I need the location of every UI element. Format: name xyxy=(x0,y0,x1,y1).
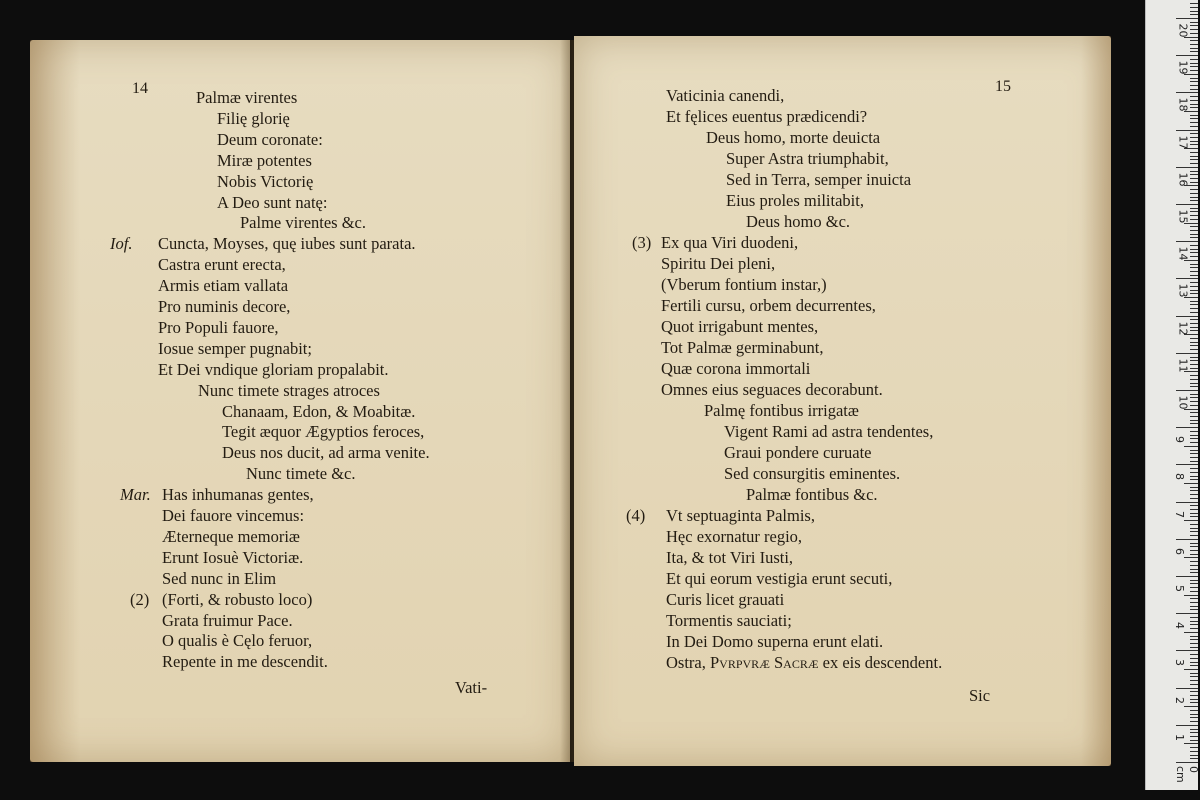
ruler-tick xyxy=(1190,104,1198,105)
ruler-tick xyxy=(1190,144,1198,145)
ruler-number: 7 xyxy=(1173,510,1186,518)
ruler-tick xyxy=(1190,159,1198,160)
ruler-tick xyxy=(1190,14,1198,15)
ruler-tick xyxy=(1176,55,1198,56)
ruler-tick xyxy=(1190,721,1198,722)
ruler-tick xyxy=(1184,446,1198,447)
ruler-tick xyxy=(1190,275,1198,276)
left-speaker-label: (2) xyxy=(130,589,150,609)
right-verse-line: Sed in Terra, semper inuicta xyxy=(726,170,912,189)
ruler-tick xyxy=(1190,546,1198,547)
left-verse-line: Nunc timete strages atroces xyxy=(198,380,380,400)
ruler-tick xyxy=(1190,550,1198,551)
right-verse-line: Ostra, Pvrpvræ Sacræ ex eis descendent. xyxy=(666,653,943,672)
ruler-tick xyxy=(1190,569,1198,570)
ruler-tick xyxy=(1190,327,1198,328)
ruler-tick xyxy=(1190,271,1198,272)
ruler-tick xyxy=(1190,11,1198,12)
ruler-tick xyxy=(1190,349,1198,350)
ruler-number: 10 xyxy=(1176,395,1190,410)
ruler-tick xyxy=(1190,450,1198,451)
ruler-tick xyxy=(1190,736,1198,737)
small-caps-text: Pvrpvræ Sacræ xyxy=(710,653,819,672)
ruler-tick xyxy=(1190,286,1198,287)
right-verse-line: Palmæ fontibus &c. xyxy=(746,485,878,504)
ruler-tick xyxy=(1190,364,1198,365)
ruler-tick xyxy=(1190,565,1198,566)
ruler-tick xyxy=(1190,330,1198,331)
left-verse-line: Has inhumanas gentes, xyxy=(162,485,314,505)
ruler-tick xyxy=(1190,368,1198,369)
ruler-tick xyxy=(1190,89,1198,90)
ruler-number: 18 xyxy=(1176,97,1190,112)
ruler-tick xyxy=(1190,438,1198,439)
ruler-number: 19 xyxy=(1176,60,1190,75)
right-verse-line: Tormentis sauciati; xyxy=(666,611,792,630)
ruler-tick xyxy=(1190,226,1198,227)
ruler-tick xyxy=(1190,513,1198,514)
left-verse-line: Nobis Victorię xyxy=(217,171,314,191)
ruler-tick xyxy=(1190,442,1198,443)
ruler-tick xyxy=(1190,479,1198,480)
ruler-tick xyxy=(1176,316,1198,317)
ruler-tick xyxy=(1190,171,1198,172)
ruler-tick xyxy=(1190,249,1198,250)
ruler-number: 9 xyxy=(1173,436,1186,444)
right-verse-line: Et fęlices euentus prædicendi? xyxy=(666,107,868,126)
left-speaker-label: Iof. xyxy=(110,234,133,254)
left-verse-line: Castra erunt erecta, xyxy=(158,255,286,275)
right-speaker-label: (3) xyxy=(632,233,652,252)
ruler-tick xyxy=(1190,695,1198,696)
left-verse-line: Grata fruimur Pace. xyxy=(162,610,293,630)
left-verse-line: A Deo sunt natę: xyxy=(217,192,328,212)
ruler-tick xyxy=(1190,509,1198,510)
right-verse-line: Vt septuaginta Palmis, xyxy=(666,506,815,525)
left-verse-line: O qualis è Cęlo feruor, xyxy=(162,631,313,651)
ruler-tick xyxy=(1190,33,1198,34)
ruler-tick xyxy=(1190,621,1198,622)
left-verse-line: Miræ potentes xyxy=(217,150,312,170)
left-verse-line: (Forti, & robusto loco) xyxy=(162,589,313,609)
ruler-tick xyxy=(1176,241,1198,242)
left-verse-line: Pro numinis decore, xyxy=(158,297,291,316)
ruler-tick xyxy=(1190,528,1198,529)
left-verse-line: Repente in me descendit. xyxy=(162,652,328,672)
ruler-tick xyxy=(1190,554,1198,555)
ruler-tick xyxy=(1190,122,1198,123)
ruler-tick xyxy=(1190,420,1198,421)
ruler-tick xyxy=(1190,25,1198,26)
ruler-tick xyxy=(1184,743,1198,744)
ruler-tick xyxy=(1190,684,1198,685)
ruler-tick xyxy=(1190,40,1198,41)
ruler-tick xyxy=(1190,699,1198,700)
ruler-tick xyxy=(1184,520,1198,521)
ruler-tick xyxy=(1190,85,1198,86)
ruler-tick xyxy=(1190,96,1198,97)
ruler-tick xyxy=(1190,531,1198,532)
ruler-tick xyxy=(1190,319,1198,320)
page-number-left: 14 xyxy=(132,80,148,97)
ruler-tick xyxy=(1190,7,1198,8)
ruler-tick xyxy=(1184,595,1198,596)
ruler-tick xyxy=(1190,505,1198,506)
ruler-tick xyxy=(1190,312,1198,313)
ruler-tick xyxy=(1190,405,1198,406)
right-verse-line: Deus homo, morte deuicta xyxy=(706,128,881,147)
ruler-tick xyxy=(1190,673,1198,674)
ruler-tick xyxy=(1190,658,1198,659)
ruler-tick xyxy=(1190,107,1198,108)
ruler-tick xyxy=(1190,211,1198,212)
ruler-tick xyxy=(1190,345,1198,346)
ruler-tick xyxy=(1190,751,1198,752)
ruler-tick xyxy=(1190,543,1198,544)
ruler-tick xyxy=(1190,758,1198,759)
ruler-tick xyxy=(1190,435,1198,436)
ruler-tick xyxy=(1190,628,1198,629)
ruler-number: 4 xyxy=(1173,622,1186,630)
ruler-tick xyxy=(1190,755,1198,756)
right-verse-line: Vigent Rami ad astra tendentes, xyxy=(724,422,934,441)
right-verse-line: Tot Palmæ germinabunt, xyxy=(661,338,824,357)
left-verse-line: Æterneque memoriæ xyxy=(162,526,300,546)
ruler-tick xyxy=(1190,290,1198,291)
ruler-tick xyxy=(1190,580,1198,581)
ruler-tick xyxy=(1190,304,1198,305)
ruler-tick xyxy=(1190,379,1198,380)
ruler-tick xyxy=(1184,706,1198,707)
ruler-tick xyxy=(1176,130,1198,131)
ruler-tick xyxy=(1190,561,1198,562)
left-page xyxy=(30,40,570,762)
ruler-number: 1 xyxy=(1173,733,1186,741)
ruler-number: 13 xyxy=(1176,283,1190,298)
ruler-tick xyxy=(1190,63,1198,64)
ruler-tick xyxy=(1190,394,1198,395)
ruler-number: 12 xyxy=(1176,321,1190,336)
ruler-tick xyxy=(1190,714,1198,715)
ruler-tick xyxy=(1190,676,1198,677)
ruler-tick xyxy=(1190,498,1198,499)
ruler-tick xyxy=(1190,152,1198,153)
right-verse-line: Vaticinia canendi, xyxy=(666,86,785,105)
ruler-tick xyxy=(1190,453,1198,454)
ruler-tick xyxy=(1190,237,1198,238)
ruler-tick xyxy=(1190,535,1198,536)
ruler-tick xyxy=(1190,66,1198,67)
ruler-tick xyxy=(1190,591,1198,592)
ruler-tick xyxy=(1190,476,1198,477)
ruler-tick xyxy=(1190,197,1198,198)
ruler-tick xyxy=(1176,725,1198,726)
ruler-tick xyxy=(1190,208,1198,209)
ruler-tick xyxy=(1190,118,1198,119)
ruler-tick xyxy=(1190,156,1198,157)
left-verse-line: Pro Populi fauore, xyxy=(158,317,279,337)
ruler-tick xyxy=(1190,717,1198,718)
ruler-tick xyxy=(1190,494,1198,495)
ruler-number: 14 xyxy=(1176,246,1190,261)
ruler-tick xyxy=(1190,245,1198,246)
ruler-tick xyxy=(1190,423,1198,424)
ruler-tick xyxy=(1190,22,1198,23)
ruler-tick xyxy=(1190,583,1198,584)
ruler-tick xyxy=(1190,639,1198,640)
ruler-tick xyxy=(1190,81,1198,82)
right-verse-line: Omnes eius seguaces decorabunt. xyxy=(661,380,883,399)
ruler-tick xyxy=(1190,293,1198,294)
ruler-tick xyxy=(1176,427,1198,428)
ruler-tick xyxy=(1190,137,1198,138)
ruler-tick xyxy=(1190,654,1198,655)
ruler-tick xyxy=(1190,308,1198,309)
ruler-tick xyxy=(1190,357,1198,358)
ruler-tick xyxy=(1190,524,1198,525)
ruler-tick xyxy=(1190,3,1198,4)
ruler-tick xyxy=(1184,483,1198,484)
ruler-tick xyxy=(1190,729,1198,730)
right-verse-line: Graui pondere curuate xyxy=(724,443,872,462)
left-verse-line: Palme virentes &c. xyxy=(240,213,367,233)
ruler-number: 16 xyxy=(1176,172,1190,187)
ruler-tick xyxy=(1190,461,1198,462)
left-speaker-label: Mar. xyxy=(120,485,151,505)
ruler-tick xyxy=(1190,200,1198,201)
ruler-tick xyxy=(1190,397,1198,398)
ruler-tick xyxy=(1176,576,1198,577)
ruler-tick xyxy=(1190,472,1198,473)
ruler-tick xyxy=(1190,342,1198,343)
ruler-tick xyxy=(1190,282,1198,283)
ruler-tick xyxy=(1190,710,1198,711)
right-verse-line: Sed consurgitis eminentes. xyxy=(724,464,901,483)
ruler-tick xyxy=(1190,267,1198,268)
ruler-tick xyxy=(1190,401,1198,402)
right-verse-line: In Dei Domo superna erunt elati. xyxy=(666,632,884,651)
ruler-tick xyxy=(1176,464,1198,465)
ruler-tick xyxy=(1190,338,1198,339)
ruler-tick xyxy=(1190,516,1198,517)
ruler-number: 17 xyxy=(1176,135,1190,150)
ruler-tick xyxy=(1190,468,1198,469)
ruler-tick xyxy=(1190,606,1198,607)
ruler-tick xyxy=(1190,691,1198,692)
ruler-tick xyxy=(1190,416,1198,417)
left-verse-line: Deum coronate: xyxy=(217,129,323,149)
ruler-tick xyxy=(1190,747,1198,748)
ruler-tick xyxy=(1190,412,1198,413)
right-verse-line: Et qui eorum vestigia erunt secuti, xyxy=(666,569,893,588)
catchword-left: Vati- xyxy=(455,678,488,697)
ruler-tick xyxy=(1190,189,1198,190)
ruler-tick xyxy=(1190,665,1198,666)
ruler-tick xyxy=(1190,219,1198,220)
ruler-unit-label: 0 cm xyxy=(1174,766,1200,783)
ruler-tick xyxy=(1190,178,1198,179)
right-verse-line: Curis licet grauati xyxy=(666,590,785,609)
right-verse-line: Quæ corona immortali xyxy=(661,359,811,378)
ruler-tick xyxy=(1190,174,1198,175)
ruler-tick xyxy=(1190,78,1198,79)
ruler-tick xyxy=(1176,613,1198,614)
ruler-number: 15 xyxy=(1176,209,1190,224)
measuring-ruler xyxy=(1145,0,1198,790)
ruler-tick xyxy=(1190,193,1198,194)
ruler-tick xyxy=(1190,383,1198,384)
ruler-tick xyxy=(1190,29,1198,30)
left-verse-line: Erunt Iosuè Victoriæ. xyxy=(162,547,304,567)
ruler-tick xyxy=(1190,44,1198,45)
right-verse-line: (Vberum fontium instar,) xyxy=(661,275,827,294)
ruler-tick xyxy=(1190,643,1198,644)
ruler-tick xyxy=(1190,617,1198,618)
ruler-tick xyxy=(1190,624,1198,625)
ruler-tick xyxy=(1190,487,1198,488)
ruler-tick xyxy=(1184,557,1198,558)
ruler-tick xyxy=(1190,662,1198,663)
ruler-tick xyxy=(1184,632,1198,633)
ruler-tick xyxy=(1176,92,1198,93)
ruler-number: 20 xyxy=(1176,23,1190,38)
right-page xyxy=(574,36,1111,766)
ruler-number: 6 xyxy=(1173,547,1186,555)
ruler-tick xyxy=(1184,669,1198,670)
ruler-tick xyxy=(1176,204,1198,205)
left-verse-line: Chanaam, Edon, & Moabitæ. xyxy=(222,401,416,421)
ruler-number: 11 xyxy=(1176,358,1190,373)
ruler-tick xyxy=(1176,688,1198,689)
ruler-tick xyxy=(1190,572,1198,573)
ruler-tick xyxy=(1190,51,1198,52)
ruler-number: 3 xyxy=(1173,659,1186,667)
right-verse-line: Deus homo &c. xyxy=(746,212,851,231)
ruler-tick xyxy=(1190,234,1198,235)
right-verse-line: Spiritu Dei pleni, xyxy=(661,254,776,273)
left-verse-line: Palmæ virentes xyxy=(196,88,298,107)
ruler-tick xyxy=(1190,680,1198,681)
ruler-tick xyxy=(1176,650,1198,651)
ruler-tick xyxy=(1190,431,1198,432)
ruler-tick xyxy=(1190,647,1198,648)
ruler-tick xyxy=(1190,182,1198,183)
ruler-tick xyxy=(1190,133,1198,134)
right-verse-line: Hęc exornatur regio, xyxy=(666,527,803,546)
right-speaker-label: (4) xyxy=(626,506,646,525)
right-verse-line: Ex qua Viri duodeni, xyxy=(661,233,799,252)
left-verse-line: Sed nunc in Elim xyxy=(162,568,277,588)
right-verse-line: Quot irrigabunt mentes, xyxy=(661,317,819,336)
ruler-tick xyxy=(1190,602,1198,603)
ruler-tick xyxy=(1190,230,1198,231)
ruler-tick xyxy=(1190,732,1198,733)
ruler-tick xyxy=(1190,100,1198,101)
catchword-right: Sic xyxy=(969,686,991,705)
left-verse-line: Et Dei vndique gloriam propalabit. xyxy=(158,359,389,379)
ruler-number: 8 xyxy=(1173,473,1186,481)
ruler-tick xyxy=(1190,490,1198,491)
page-number-right: 15 xyxy=(995,78,1011,95)
left-verse-line: Nunc timete &c. xyxy=(246,464,356,484)
ruler-tick xyxy=(1176,502,1198,503)
right-verse-line: Ita, & tot Viri Iusti, xyxy=(666,548,794,567)
ruler-number: 5 xyxy=(1173,585,1186,592)
ruler-tick xyxy=(1190,252,1198,253)
left-verse-line: Deus nos ducit, ad arma venite. xyxy=(222,443,430,463)
ruler-tick xyxy=(1190,264,1198,265)
left-verse-line: Tegit æquor Ægyptios feroces, xyxy=(222,422,425,442)
ruler-number: 2 xyxy=(1173,696,1186,704)
ruler-tick xyxy=(1190,70,1198,71)
ruler-tick xyxy=(1176,390,1198,391)
ruler-tick xyxy=(1190,598,1198,599)
ruler-tick xyxy=(1190,386,1198,387)
ruler-tick xyxy=(1190,115,1198,116)
ruler-tick xyxy=(1190,360,1198,361)
ruler-tick xyxy=(1190,59,1198,60)
ruler-tick xyxy=(1176,762,1198,763)
ruler-tick xyxy=(1176,539,1198,540)
ruler-tick xyxy=(1190,323,1198,324)
ruler-tick xyxy=(1190,702,1198,703)
ruler-tick xyxy=(1190,256,1198,257)
left-verse-line: Armis etiam vallata xyxy=(158,276,289,296)
ruler-tick xyxy=(1176,18,1198,19)
left-verse-line: Cuncta, Moyses, quę iubes sunt parata. xyxy=(158,234,416,254)
ruler-tick xyxy=(1176,353,1198,354)
ruler-tick xyxy=(1190,126,1198,127)
ruler-tick xyxy=(1190,141,1198,142)
left-verse-line: Filię glorię xyxy=(217,108,290,128)
ruler-tick xyxy=(1176,167,1198,168)
ruler-tick xyxy=(1190,163,1198,164)
ruler-tick xyxy=(1190,457,1198,458)
ruler-tick xyxy=(1176,278,1198,279)
right-verse-line: Palmę fontibus irrigatæ xyxy=(704,401,859,420)
ruler-tick xyxy=(1190,609,1198,610)
ruler-tick xyxy=(1190,636,1198,637)
ruler-tick xyxy=(1190,375,1198,376)
right-verse-line: Fertili cursu, orbem decurrentes, xyxy=(661,296,876,315)
ruler-tick xyxy=(1190,587,1198,588)
right-verse-line: Eius proles militabit, xyxy=(726,191,864,210)
ruler-tick xyxy=(1190,740,1198,741)
right-verse-line: Super Astra triumphabit, xyxy=(726,149,889,168)
ruler-tick xyxy=(1190,48,1198,49)
left-verse-line: Iosue semper pugnabit; xyxy=(158,338,312,358)
left-verse-line: Dei fauore vincemus: xyxy=(162,506,305,525)
ruler-tick xyxy=(1190,301,1198,302)
ruler-tick xyxy=(1190,215,1198,216)
